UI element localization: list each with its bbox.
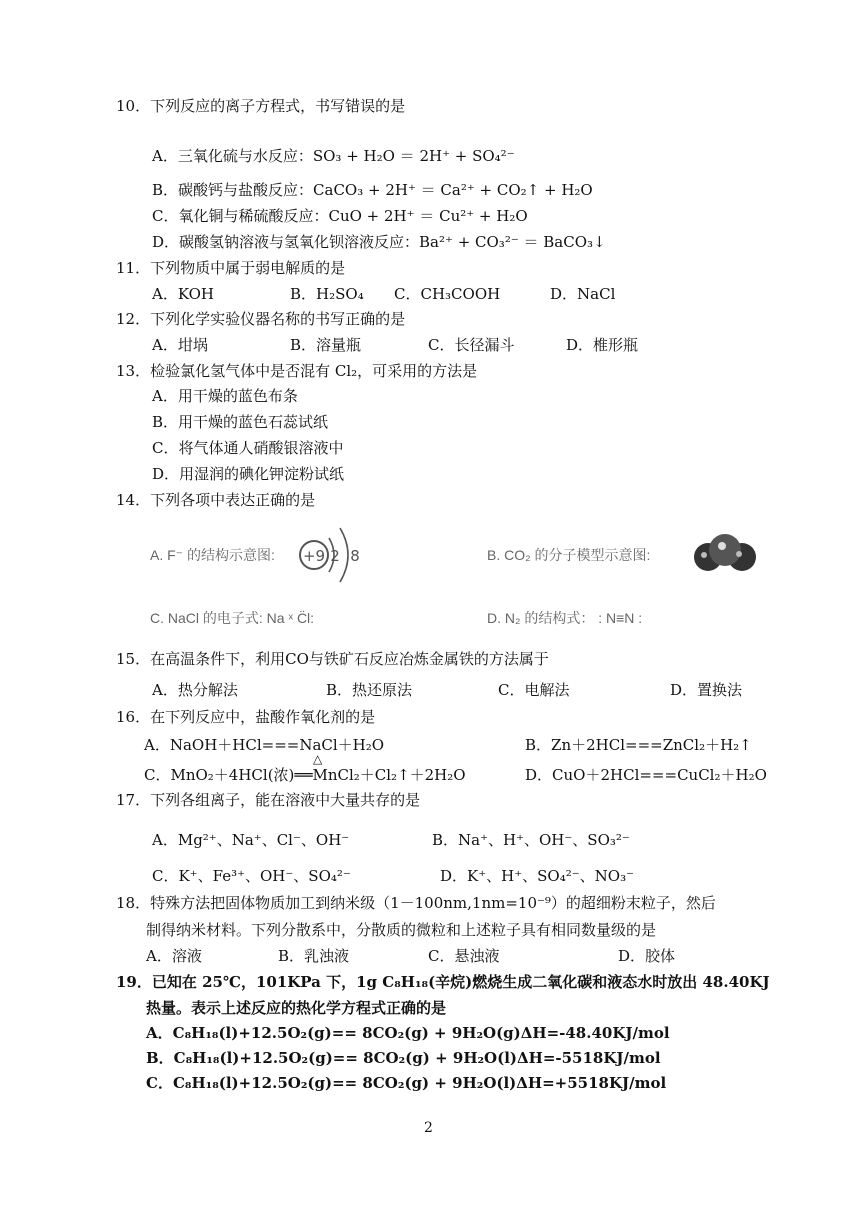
q17-option-a: A．Mg²⁺、Na⁺、Cl⁻、OH⁻ [152,831,350,849]
q16-stem: 16．在下列反应中，盐酸作氧化剂的是 [116,708,376,726]
q12-stem: 12．下列化学实验仪器名称的书写正确的是 [116,310,406,328]
q12-option-b: B．溶量瓶 [290,336,362,354]
shell-1-electrons: 2 [330,547,340,565]
q17-option-c: C．K⁺、Fe³⁺、OH⁻、SO₄²⁻ [152,867,351,885]
q14-option-b-label: B. CO₂ 的分子模型示意图: [487,547,651,563]
q17-stem: 17．下列各组离子，能在溶液中大量共存的是 [116,791,421,809]
q12-option-d: D．椎形瓶 [566,336,639,354]
q18-stem-line-2: 制得纳米材料。下列分散系中，分散质的微粒和上述粒子具有相同数量级的是 [146,921,657,939]
heating-condition-mark: △ [313,752,323,766]
q12-option-a: A．坩埚 [152,336,208,354]
q19-option-a: A．C₈H₁₈(l)+12.5O₂(g)== 8CO₂(g) + 9H₂O(g)ΔH=-48.40KJ/mol [146,1024,670,1042]
q15-option-b: B．热还原法 [326,681,413,699]
q14-option-d: D. N₂ 的结构式： : N≡N : [487,610,643,626]
q13-option-d: D．用湿润的碘化钾淀粉试纸 [152,465,345,483]
q13-stem: 13．检验氯化氢气体中是否混有 Cl₂，可采用的方法是 [116,362,478,380]
q12-option-c: C．长径漏斗 [428,336,515,354]
q17-option-d: D．K⁺、H⁺、SO₄²⁻、NO₃⁻ [440,867,635,885]
q18-stem-line-1: 18．特殊方法把固体物质加工到纳米级（1－100nm,1nm=10⁻⁹）的超细粉末粒子，然后 [116,894,716,912]
q19-stem-line-1: 19．已知在 25℃，101KPa 下，1g C₈H₁₈(辛烷)燃烧生成二氧化碳和液态水时放出 48.40KJ [116,973,770,991]
q11-option-d: D．NaCl [550,285,616,303]
q13-option-c: C．将气体通人硝酸银溶液中 [152,439,344,457]
q11-stem: 11．下列物质中属于弱电解质的是 [116,259,346,277]
q17-option-b: B．Na⁺、H⁺、OH⁻、SO₃²⁻ [432,831,630,849]
q19-option-b: B．C₈H₁₈(l)+12.5O₂(g)== 8CO₂(g) + 9H₂O(l)ΔH=-5518KJ/mol [146,1049,661,1067]
co2-molecule-model [690,530,760,576]
q18-option-b: B．乳浊液 [278,947,350,965]
nucleus-charge: +9 [302,547,326,565]
q18-option-a: A．溶液 [146,947,202,965]
q18-option-d: D．胶体 [618,947,676,965]
q11-option-a: A．KOH [152,285,215,303]
q16-option-c: C．MnO₂＋4HCl(浓)══MnCl₂＋Cl₂↑＋2H₂O [144,766,466,784]
q10-option-b: B．碳酸钙与盐酸反应：CaCO₃ + 2H⁺ ＝ Ca²⁺ + CO₂↑ + H₂O [152,181,593,199]
q14-stem: 14．下列各项中表达正确的是 [116,491,316,509]
q16-option-a: A．NaOH＋HCl===NaCl＋H₂O [144,736,385,754]
q16-option-d: D．CuO＋2HCl===CuCl₂＋H₂O [525,766,767,784]
q13-option-a: A．用干燥的蓝色布条 [152,387,298,405]
q19-option-c: C．C₈H₁₈(l)+12.5O₂(g)== 8CO₂(g) + 9H₂O(l)ΔH=+5518KJ/mol [146,1074,667,1092]
q18-option-c: C．悬浊液 [428,947,500,965]
q16-option-b: B．Zn＋2HCl===ZnCl₂＋H₂↑ [525,736,752,754]
q14-option-a-label: A. F⁻ 的结构示意图: [150,547,275,563]
q14-option-c: C. NaCl 的电子式: Na ˣ C̈l: [150,610,315,626]
q10-option-c: C．氧化铜与稀硫酸反应：CuO + 2H⁺ ＝ Cu²⁺ + H₂O [152,207,528,225]
q10-option-d: D．碳酸氢钠溶液与氢氧化钡溶液反应：Ba²⁺ + CO₃²⁻ ＝ BaCO₃↓ [152,233,606,251]
q11-option-c: C．CH₃COOH [394,285,501,303]
q19-stem-line-2: 热量。表示上述反应的热化学方程式正确的是 [146,999,447,1017]
q15-option-d: D．置换法 [670,681,743,699]
shell-2-electrons: 8 [350,547,360,565]
q15-stem: 15．在高温条件下，利用CO与铁矿石反应冶炼金属铁的方法属于 [116,650,549,668]
q10-stem: 10．下列反应的离子方程式，书写错误的是 [116,97,406,115]
page-number: 2 [424,1120,433,1136]
q13-option-b: B．用干燥的蓝色石蕊试纸 [152,413,329,431]
q15-option-a: A．热分解法 [152,681,238,699]
q11-option-b: B．H₂SO₄ [290,285,364,303]
q10-option-a: A．三氧化硫与水反应：SO₃ + H₂O ＝ 2H⁺ + SO₄²⁻ [152,147,515,165]
q15-option-c: C．电解法 [498,681,570,699]
fluoride-ion-structure-diagram [296,524,366,586]
